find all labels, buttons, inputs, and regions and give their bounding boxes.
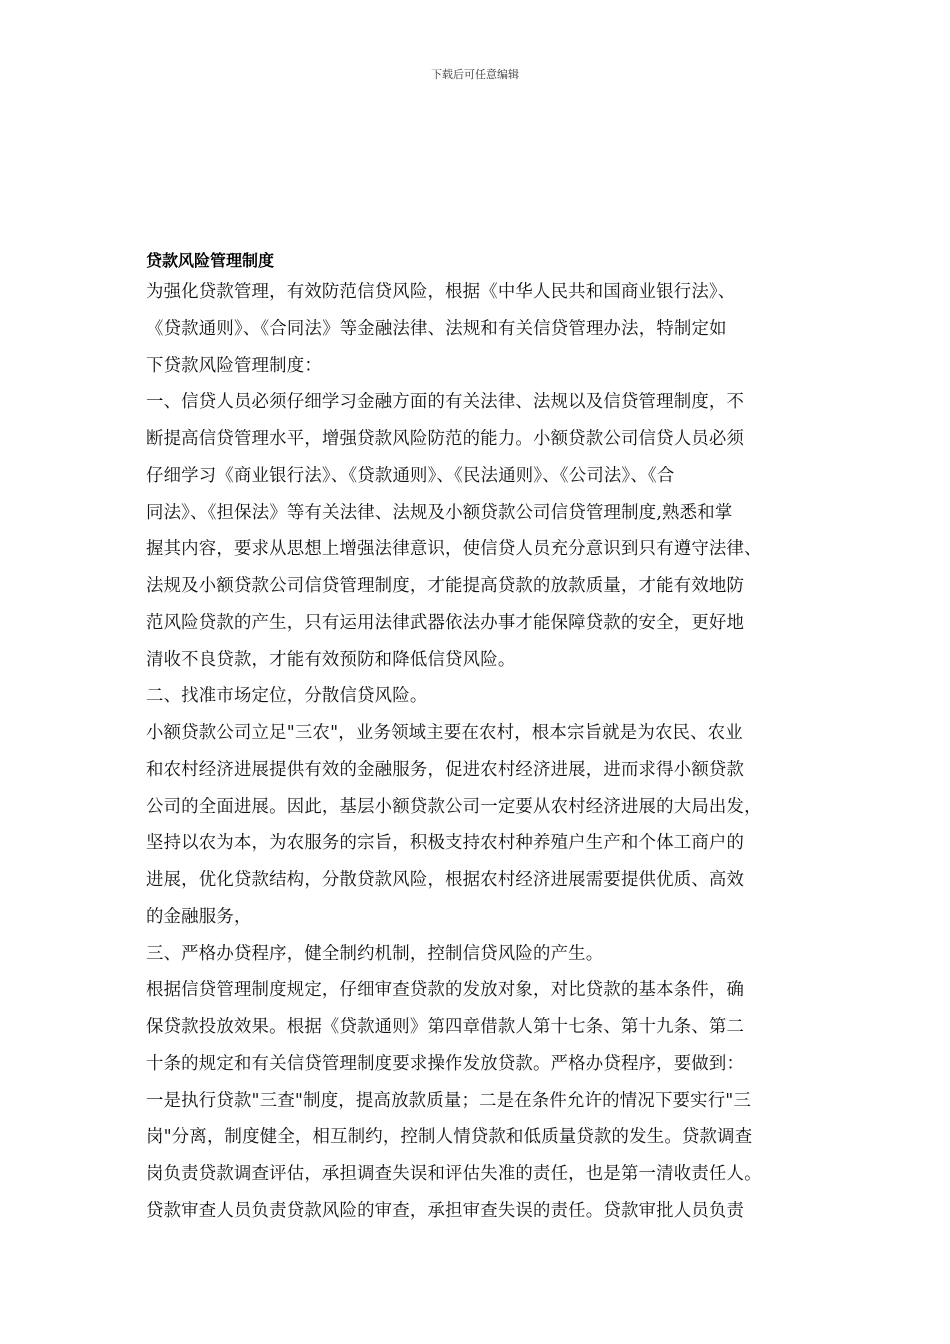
text-line: 岗"分离，制度健全，相互制约，控制人情贷款和低质量贷款的发生。贷款调查 bbox=[146, 1127, 753, 1148]
text-line: 一是执行贷款"三查"制度，提高放款质量；二是在条件允许的情况下要实行"三 bbox=[146, 1090, 752, 1111]
text-line: 二、找准市场定位，分散信贷风险。 bbox=[146, 686, 428, 707]
text-line: 为强化贷款管理，有效防范信贷风险，根据《中华人民共和国商业银行法》、 bbox=[146, 282, 736, 302]
page-header-note: 下载后可任意编辑 bbox=[431, 68, 519, 81]
document-title: 贷款风险管理制度 bbox=[146, 251, 275, 270]
text-line: 范风险贷款的产生，只有运用法律武器依法办事才能保障贷款的安全，更好地 bbox=[146, 612, 745, 633]
body-text bbox=[146, 274, 836, 1230]
text-line: 清收不良贷款，才能有效预防和降低信贷风险。 bbox=[146, 649, 516, 670]
text-line: 十条的规定和有关信贷管理制度要求操作发放贷款。严格办贷程序，要做到： bbox=[146, 1053, 745, 1074]
text-line: 同法》、《担保法》等有关法律、法规及小额贷款公司信贷管理制度,熟悉和掌 bbox=[146, 502, 733, 523]
text-line: 仔细学习《商业银行法》、《贷款通则》、《民法通则》、《公司法》、《合 bbox=[146, 465, 675, 486]
text-line: 《贷款通则》、《合同法》等金融法律、法规和有关信贷管理办法，特制定如 bbox=[146, 318, 727, 339]
text-line: 三、严格办贷程序，健全制约机制，控制信贷风险的产生。 bbox=[146, 943, 604, 964]
text-line: 断提高信贷管理水平，增强贷款风险防范的能力。小额贷款公司信贷人员必须 bbox=[146, 429, 745, 449]
text-line: 贷款审查人员负责贷款风险的审查，承担审查失误的责任。贷款审批人员负责 bbox=[146, 1200, 745, 1221]
document-body bbox=[146, 248, 836, 1230]
text-line: 岗负责贷款调查评估，承担调查失误和评估失准的责任，也是第一清收责任人。 bbox=[146, 1164, 762, 1184]
text-line: 保贷款投放效果。根据《贷款通则》第四章借款人第十七条、第十九条、第二 bbox=[146, 1017, 745, 1037]
text-line: 小额贷款公司立足"三农"，业务领域主要在农村，根本宗旨就是为农民、农业 bbox=[146, 723, 743, 743]
text-line: 握其内容，要求从思想上增强法律意识，使信贷人员充分意识到只有遵守法律、 bbox=[146, 539, 762, 560]
text-line: 根据信贷管理制度规定，仔细审查贷款的发放对象，对比贷款的基本条件，确 bbox=[146, 980, 745, 1001]
text-line: 一、信贷人员必须仔细学习金融方面的有关法律、法规以及信贷管理制度，不 bbox=[146, 392, 745, 413]
text-line: 和农村经济进展提供有效的金融服务，促进农村经济进展，进而求得小额贷款 bbox=[146, 759, 745, 780]
text-line: 的金融服务， bbox=[146, 906, 252, 927]
text-line: 法规及小额贷款公司信贷管理制度，才能提高贷款的放款质量，才能有效地防 bbox=[146, 576, 745, 596]
text-line: 下贷款风险管理制度： bbox=[146, 355, 322, 376]
text-line: 坚持以农为本，为农服务的宗旨，积极支持农村种养殖户生产和个体工商户的 bbox=[146, 833, 745, 854]
text-line: 进展，优化贷款结构，分散贷款风险，根据农村经济进展需要提供优质、高效 bbox=[146, 870, 745, 890]
text-line: 公司的全面进展。因此，基层小额贷款公司一定要从农村经济进展的大局出发， bbox=[146, 796, 762, 817]
